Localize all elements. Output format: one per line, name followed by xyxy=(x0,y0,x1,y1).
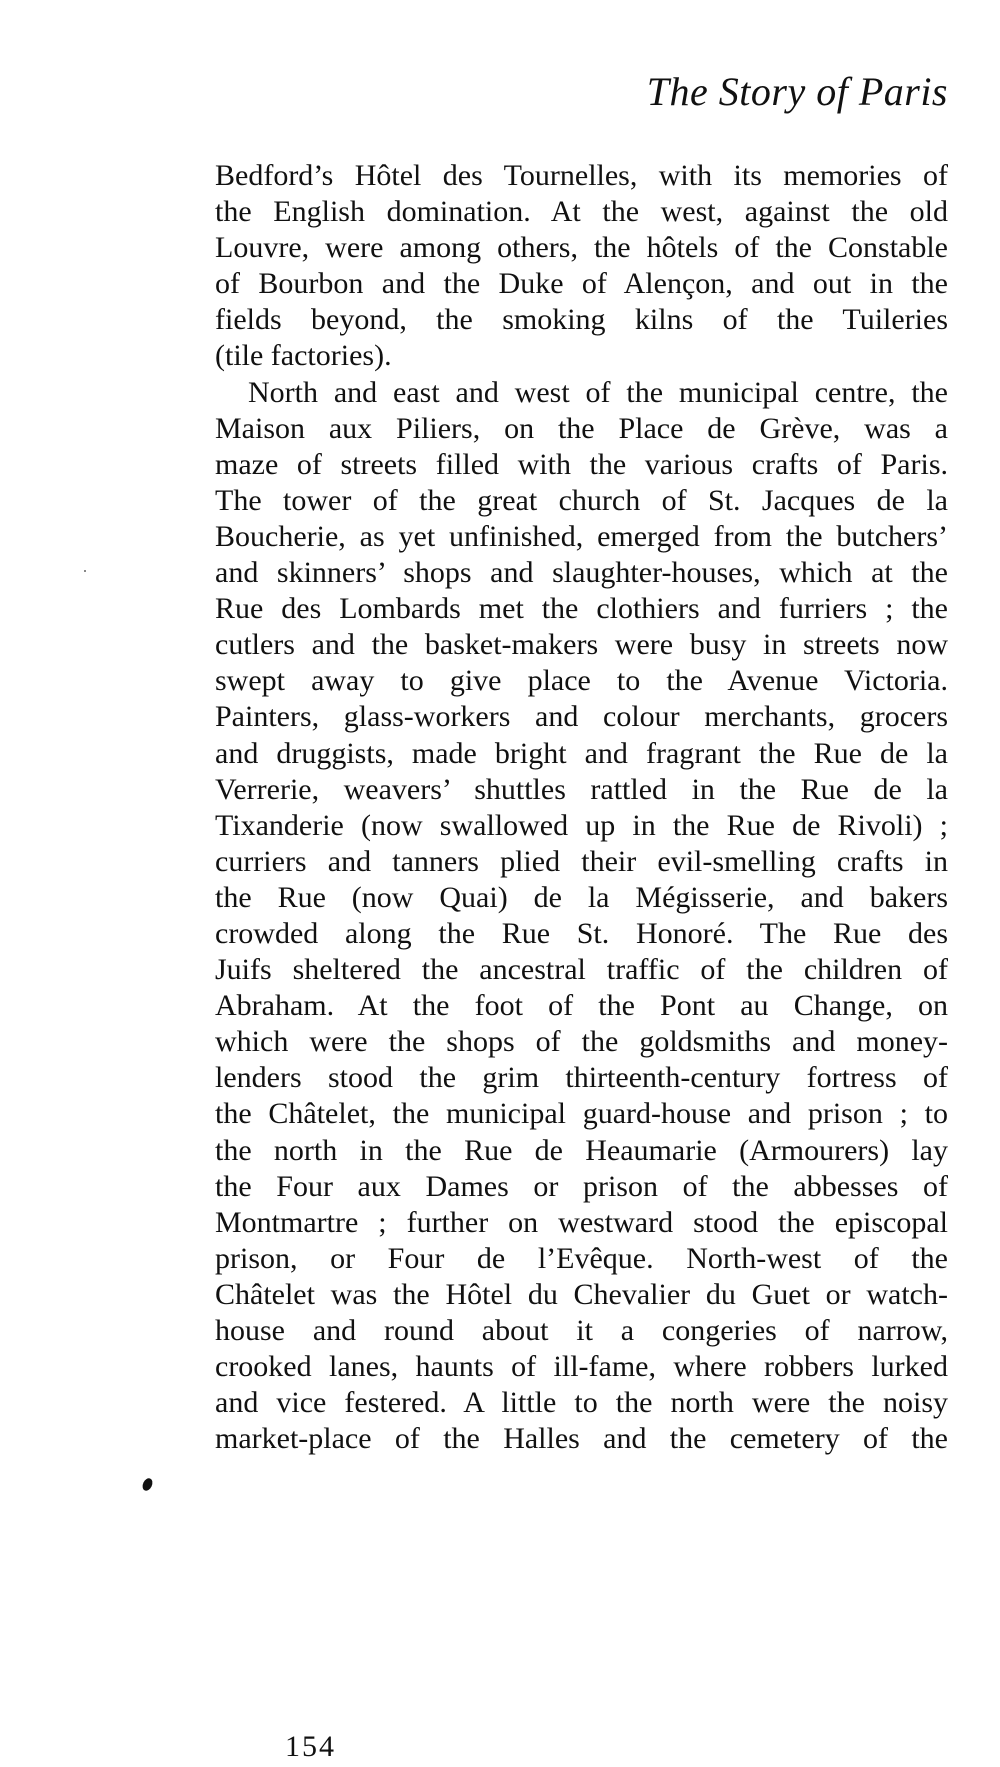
text-line: Montmartre ; further on westward stood the episcopal xyxy=(215,1205,948,1239)
paragraph-start-line: North and east and west of the municipal centre, the xyxy=(248,375,948,409)
text-line: curriers and tanners plied their evil-smelling crafts in xyxy=(215,844,948,878)
text-line: swept away to give place to the Avenue Victoria. xyxy=(215,664,948,698)
text-line: and druggists, made bright and fragrant the Rue de la xyxy=(215,736,948,770)
text-line: The tower of the great church of St. Jacques de la xyxy=(215,483,948,517)
text-line: Bedford’s Hôtel des Tournelles, with its memories of xyxy=(215,159,948,192)
text-line: and skinners’ shops and slaughter-houses, which at the xyxy=(215,556,948,590)
text-line: Maison aux Piliers, on the Place de Grève, was a xyxy=(215,411,948,445)
text-line: crooked lanes, haunts of ill-fame, where robbers lurked xyxy=(215,1350,948,1384)
text-line: Tixanderie (now swallowed up in the Rue de Rivoli) ; xyxy=(215,808,948,842)
text-line: market-place of the Halles and the cemetery of the xyxy=(215,1422,948,1456)
text-line: Châtelet was the Hôtel du Chevalier du Guet or watch- xyxy=(215,1277,948,1311)
text-line: the Rue (now Quai) de la Mégisserie, and bakers xyxy=(215,880,948,914)
text-line: lenders stood the grim thirteenth-century fortress of xyxy=(215,1061,948,1095)
page-number: 154 xyxy=(285,1730,336,1763)
text-line: Boucherie, as yet unfinished, emerged from the butchers’ xyxy=(215,519,948,553)
ink-speck xyxy=(141,1477,155,1493)
text-line: prison, or Four de l’Evêque. North-west of the xyxy=(215,1241,948,1275)
text-line: crowded along the Rue St. Honoré. The Rue des xyxy=(215,916,948,950)
text-line: Rue des Lombards met the clothiers and furriers ; the xyxy=(215,592,948,626)
text-line: Juifs sheltered the ancestral traffic of the children of xyxy=(215,953,948,987)
text-line: (tile factories). xyxy=(215,339,392,373)
text-line: maze of streets filled with the various crafts of Paris. xyxy=(215,447,948,481)
text-line: cutlers and the basket-makers were busy in streets now xyxy=(215,628,948,662)
text-line: Abraham. At the foot of the Pont au Change, on xyxy=(215,989,948,1023)
text-line: of Bourbon and the Duke of Alençon, and out in the xyxy=(215,267,948,301)
text-line: Louvre, were among others, the hôtels of the Constable xyxy=(215,231,948,265)
running-head: The Story of Paris xyxy=(646,69,948,114)
text-line: house and round about it a congeries of narrow, xyxy=(215,1314,948,1347)
text-line: the English domination. At the west, against the old xyxy=(215,195,948,229)
text-line: Painters, glass-workers and colour merchants, grocers xyxy=(215,700,948,734)
text-line: and vice festered. A little to the north were the noisy xyxy=(215,1386,948,1420)
text-line: fields beyond, the smoking kilns of the Tuileries xyxy=(215,303,948,337)
text-line: which were the shops of the goldsmiths and money- xyxy=(215,1025,948,1059)
text-line: the north in the Rue de Heaumarie (Armourers) lay xyxy=(215,1133,948,1167)
body-text xyxy=(215,158,948,1457)
margin-dot xyxy=(84,570,86,572)
text-line: Verrerie, weavers’ shuttles rattled in the Rue de la xyxy=(215,772,948,806)
text-line: the Four aux Dames or prison of the abbesses of xyxy=(215,1169,948,1203)
text-line: the Châtelet, the municipal guard-house and prison ; to xyxy=(215,1097,948,1131)
